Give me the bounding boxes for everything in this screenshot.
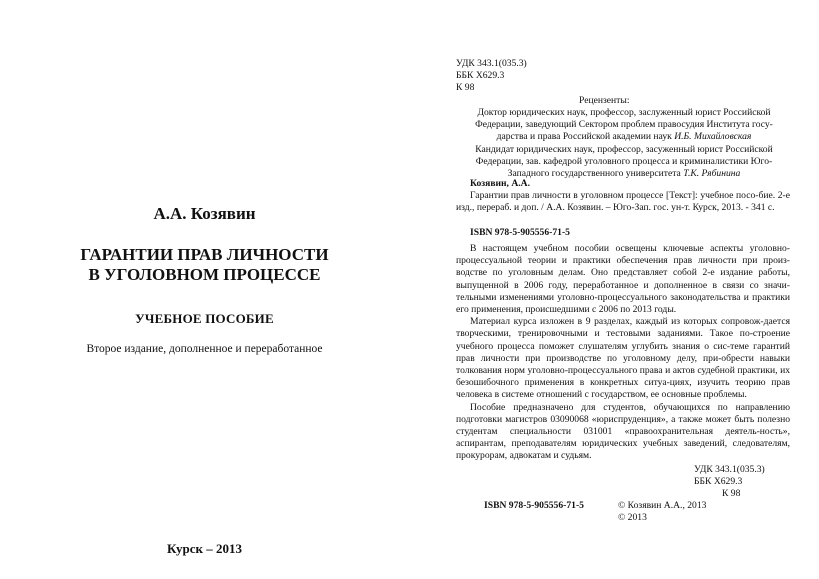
reviewer1-line: Доктор юридических наук, профессор, заслуженный юрист Российской — [477, 107, 771, 118]
bbk-code: ББК Х629.3 — [694, 476, 743, 488]
classification-block-top — [456, 58, 527, 95]
bibliographic-record — [456, 178, 790, 215]
copyright-year: © 2013 — [618, 512, 647, 524]
book-subtitle: УЧЕБНОЕ ПОСОБИЕ — [135, 311, 274, 326]
udk-code: УДК 343.1(035.3) — [694, 464, 765, 475]
isbn-bottom: ISBN 978-5-905556-71-5 — [484, 500, 584, 511]
abstract-paragraph: Материал курса изложен в 9 разделах, каждый из которых сопровож-дается творческими, тренировочными и тестовыми заданиями. Такое по-строение учебного процесса поможет слушателям углубить знания о сис-теме гарантий прав личности при производстве по уголовному делу, при-обрести навыки толкования норм уголовно-процессуального права и актов судебной практики, их безошибочного применения в конкретных ситуа-циях, изучить теорию прав человека в системе отношений с государством, ее основные проблемы. — [456, 316, 790, 401]
author-mark: К 98 — [722, 488, 741, 500]
book-title-line2: В УГОЛОВНОМ ПРОЦЕССЕ — [88, 265, 321, 284]
reviewer2-line: Федерации, зав. кафедрой уголовного процесса и криминалистики Юго- — [475, 155, 773, 167]
city-year: Курск – 2013 — [166, 541, 243, 556]
isbn: ISBN 978-5-905556-71-5 — [470, 227, 570, 238]
classification-block-bottom — [694, 464, 765, 501]
author-mark: К 98 — [456, 82, 475, 94]
reviewer1-line — [459, 131, 789, 143]
edition-note: Второе издание, дополненное и переработанное — [86, 343, 323, 355]
reviewers-heading: Рецензенты: — [579, 95, 630, 106]
abstract-paragraph: Пособие предназначено для студентов, обучающихся по направлению подготовки магистров 03090068 «юриспруденция», а также может быть полезно студентам специальности 031001 «правоохранительная деятель-ность», аспирантам, преподавателям юридических учебных заведений, следователям, прокурорам, адвокатам и судьям. — [456, 401, 790, 462]
abstract-paragraph: В настоящем учебном пособии освещены ключевые аспекты уголовно-процессуальной теории и практики обеспечения прав личности при произ-водстве по уголовным делам. Оно представляет собой 2-е издание работы, выпущенной в 2006 году, переработанное и дополненное в связи со значи-тельными изменениями уголовно-процессуального законодательства и практики его применения, происшедшими с 2006 по 2013 годы. — [456, 243, 790, 316]
title-page — [0, 0, 409, 579]
udk-code: УДК 343.1(035.3) — [456, 58, 527, 69]
reviewer1-line: Федерации, заведующий Сектором проблем правосудия Института госу- — [475, 119, 773, 131]
biblio-author: Козявин, А.А. — [470, 178, 531, 189]
reviewer2-name: Т.К. Рябинина — [683, 168, 741, 180]
imprint-page — [409, 0, 819, 579]
author-name: А.А. Козявин — [153, 204, 256, 223]
copyright-block — [618, 500, 706, 524]
biblio-description: Гарантии прав личности в уголовном процессе [Текст]: учебное посо-бие. 2-е изд., перераб. и доп. / А.А. Козявин. – Юго-Зап. гос. ун-т. Курск, 2013. - 341 с. — [456, 190, 790, 214]
reviewers-block — [459, 107, 789, 180]
bbk-code: ББК Х629.3 — [456, 70, 505, 82]
abstract — [456, 243, 790, 463]
reviewer1-name: И.Б. Михайловская — [674, 131, 752, 143]
copyright-author: © Козявин А.А., 2013 — [618, 500, 707, 511]
reviewer2-line: Кандидат юридических наук, профессор, засуженный юрист Российской — [475, 143, 773, 155]
reviewer2-affiliation-end: Западного государственного университета — [507, 168, 681, 180]
book-title-line1: ГАРАНТИИ ПРАВ ЛИЧНОСТИ — [80, 245, 329, 264]
book-title — [0, 245, 409, 285]
reviewer1-affiliation-end: дарства и права Российской академии наук — [496, 131, 672, 143]
